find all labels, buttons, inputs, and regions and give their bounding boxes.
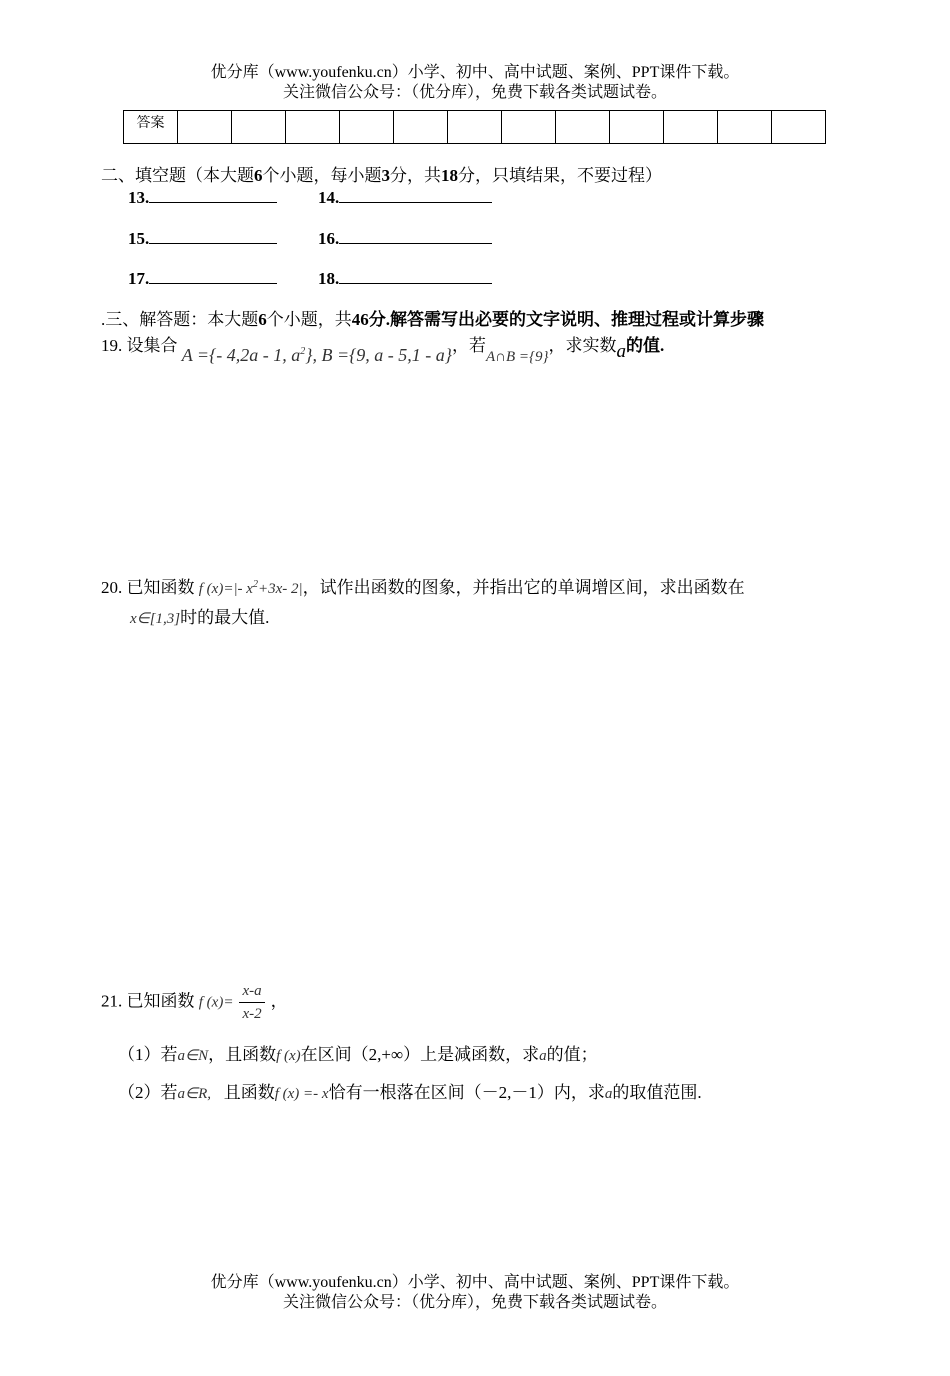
blank-18: 18.	[318, 266, 492, 289]
question-19: 19. 设集合 A ={- 4,2a - 1, $a^2$}, B ={9, a - 5,1 - a}，若A∩B ={9}，求实数a的值.	[101, 336, 665, 365]
blank-14: 14.	[318, 185, 492, 208]
answer-cell	[340, 111, 394, 144]
question-21: 21. 已知函数 f (x)= $\frac{x-a}{x-2}$ ，	[101, 980, 288, 1025]
question-20-line-2: x∈[1,3]时的最大值.	[130, 608, 270, 627]
question-21-part-2: （2）若a∈R, 且函数f (x) =- x恰有一根落在区间（－2,－1）内，求a的取值范围.	[118, 1083, 702, 1102]
answer-cell	[232, 111, 286, 144]
answer-cell	[394, 111, 448, 144]
answer-table-label: 答案	[124, 111, 178, 144]
footer-line-2: 关注微信公众号：（优分库），免费下载各类试题试卷。	[282, 1294, 667, 1311]
section3-heading: .三、解答题：本大题6个小题，共46分.解答需写出必要的文字说明、推理过程或计算步骤	[101, 310, 764, 329]
answer-cell	[178, 111, 232, 144]
q19-set-a: A ={- 4,2a - 1, $a^2$}, B ={9, a - 5,1 - a}	[181, 345, 452, 365]
q19-condition: A∩B ={9}	[486, 349, 549, 365]
answer-cell	[664, 111, 718, 144]
answer-table	[123, 110, 826, 144]
answer-cell	[556, 111, 610, 144]
question-20: 20. 已知函数 f (x)=|- $x^2+3x-$ 2|，试作出函数的图象，并指出它的单调增区间，求出函数在	[101, 578, 745, 597]
q21-fraction: $\frac{x-a}{x-2}$	[239, 980, 264, 1025]
q20-function: f (x)=|- $x^2+3x-$ 2|	[198, 579, 303, 597]
answer-cell	[772, 111, 826, 144]
blank-17: 17.	[128, 266, 277, 289]
section2-heading: 二、填空题（本大题6个小题，每小题3分，共18分，只填结果，不要过程）	[101, 166, 662, 185]
answer-cell	[718, 111, 772, 144]
answer-cell	[448, 111, 502, 144]
answer-cell	[610, 111, 664, 144]
blank-13: 13.	[128, 185, 277, 208]
footer-line-1: 优分库（www.youfenku.cn）小学、初中、高中试题、案例、PPT课件下载。	[210, 1274, 740, 1291]
blank-15: 15.	[128, 226, 277, 249]
header-line-2: 关注微信公众号：（优分库），免费下载各类试题试卷。	[282, 84, 667, 101]
question-21-part-1: （1）若a∈N，且函数f (x)在区间（2,+∞）上是减函数，求a的值；	[118, 1045, 598, 1064]
answer-cell	[502, 111, 556, 144]
header-line-1: 优分库（www.youfenku.cn）小学、初中、高中试题、案例、PPT课件下载。	[210, 64, 740, 81]
blank-16: 16.	[318, 226, 492, 249]
answer-cell	[286, 111, 340, 144]
